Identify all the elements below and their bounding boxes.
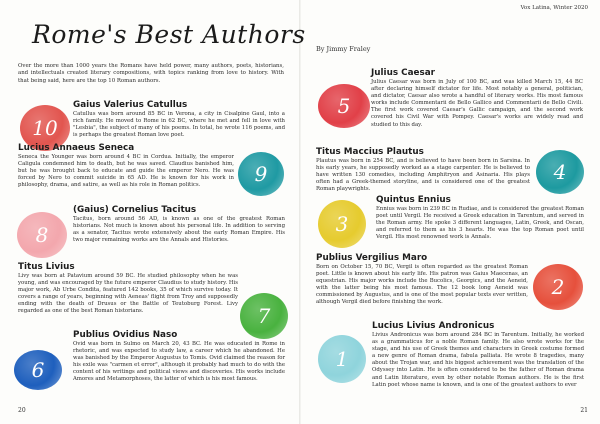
author-name: Quintus Ennius [376, 195, 451, 205]
rank-badge-4: 4 [536, 150, 584, 194]
author-bio: Born on October 15, 70 BC, Vergil is often regarded as the greatest Roman poet. Little is known about his early life. His patron was Gaius Maecenas, an equestrian. His major works include the Bucolics, Georgics, and the Aeneid, with the latter being his most famous. The 12 book long Aeneid was commissioned by Augustus, and is one of the most popular texts ever written, although Vergil died before finishing the work. [316, 264, 528, 306]
author-entry-caesar [371, 68, 583, 129]
rank-badge-5: 5 [318, 84, 370, 128]
page-number-right: 21 [580, 407, 588, 414]
author-bio: Julius Caesar was born in July of 100 BC, and was killed March 15, 44 BC after declaring himself dictator for life. Most notably a general, politician, and dictator, Caesar also wrote a handful of literary works. His most famous works include Commentarii de Bello Gallico and Commentarii de Bello Civili. The first work covered Caesar's Gallic campaign, and the second work covered his Civil War with Pompey. Caesar's works are widely read and studied to this day. [371, 79, 583, 128]
article-intro: Over the more than 1000 years the Romans have held power, many authors, poets, historians, and intellectuals created literary compositions, with topics ranking from love to history. With that being said, here are the top 10 Roman authors. [18, 63, 284, 84]
rank-badge-6: 6 [14, 350, 62, 390]
author-name: Titus Maccius Plautus [316, 147, 424, 157]
author-entry-plautus [316, 147, 530, 193]
author-name: Julius Caesar [371, 68, 435, 78]
author-entry-ovid [73, 330, 285, 384]
author-bio: Ennius was born in 239 BC in Rudiae, and is considered the greatest Roman poet until Vergil. He received a Greek education in Tarentum, and served in the Roman army. He spoke 3 different languages, Latin, Greek, and Oscan, and referred to them as his 3 hearts. He was the top Roman poet until Vergil. His most renowned work is Annals. [376, 206, 584, 241]
rank-badge-2: 2 [533, 264, 583, 310]
author-name: Publius Vergilius Maro [316, 253, 428, 263]
author-bio: Livius Andronicus was born around 284 BC in Tarentum. Initially, he worked as a grammaticus for a noble Roman family. He also wrote works for the stage, and his use of Greek themes and characters in Greek costume formed a new genre of Roman drama, fabula palliata. He wrote 8 tragedies, many about the Trojan war, and his biggest achievement was the translation of the Odyssey into Latin. He is often considered to be the father of Roman drama and Latin literature, even by other notable Roman authors. He is the first Latin poet whose name is known, and is one of the greatest authors to ever [372, 332, 584, 388]
page-gutter [299, 0, 301, 424]
rank-badge-10: 10 [20, 105, 70, 151]
rank-badge-8: 8 [17, 212, 67, 258]
author-bio: Livy was born at Patavium around 59 BC. He studied philosophy when he was young, and was encouraged by the future emperor Claudius to study history. His major work, Ab Urbe Condita, featured 142 books, 35 of which survive today. It covers a range of years, beginning with Aeneas' flight from Troy and supposedly ending with the death of Drusus or the Battle of Teutoburg Forest. Livy regarded as one of the best Roman historians. [18, 273, 238, 315]
rank-badge-3: 3 [318, 200, 366, 248]
author-name: Gaius Valerius Catullus [73, 100, 188, 110]
author-bio: Seneca the Younger was born around 4 BC in Cordua. Initially, the emperor Caligula condemned him to death, but he was saved. Claudius banished him, but he was brought back to educate and guide the emperor Nero. He was forced by Nero to commit suicide in 65 AD. He is known for his work in philosophy, drama, and satire, as well as his role in Roman politics. [18, 154, 234, 189]
masthead: Vox Latina, Winter 2020 [520, 5, 588, 11]
author-entry-andronicus [372, 321, 584, 389]
author-entry-tacitus [73, 205, 285, 244]
rank-badge-1: 1 [318, 335, 366, 383]
author-bio: Tacitus, born around 56 AD, is known as one of the greatest Roman historians. Not much is known about his personal life. In addition to serving as a senator, Tacitus wrote extensively about the early Roman Empire. His two major remaining works are the Annals and Histories. [73, 216, 285, 244]
author-bio: Plautus was born in 254 BC, and is believed to have been born in Sarsina. In his early years, he supposedly worked as a stage carpenter. He is believed to have written 130 comedies, including Amphitryon and Asinaria. His plays often had a Greek-themed storyline, and is considered one of the greatest Roman playwrights. [316, 158, 530, 193]
article-title: Rome's Best Authors [32, 20, 306, 49]
author-entry-vergil [316, 253, 528, 307]
rank-badge-9: 9 [238, 152, 284, 196]
author-entry-livy [18, 262, 238, 316]
author-entry-ennius [376, 195, 584, 241]
author-name: Lucius Livius Andronicus [372, 321, 495, 331]
page-number-left: 20 [18, 407, 26, 414]
author-bio: Ovid was born in Sulmo on March 20, 43 BC. He was educated in Rome in rhetoric, and was expected to study law, a career which he abandoned. He was banished by the Emperor Augustus to Tomis. Ovid claimed the reason for his exile was "carmen et error", although it probably had much to do with the content of his writings and political views and discoveries. His works include Amores and Metamorphoses, the latter of which is his most famous. [73, 341, 285, 383]
author-entry-seneca [18, 143, 234, 189]
author-name: Publius Ovidius Naso [73, 330, 178, 340]
byline: By Jimmy Fraley [316, 45, 371, 53]
author-bio: Catullus was born around 85 BC in Verona, a city in Cisalpine Gaul, into a rich family. He moved to Rome in 62 BC, where he met and fell in love with "Lesbia", the subject of many of his poems. In total, he wrote 116 poems, and is perhaps the greatest Roman love poet. [73, 111, 285, 139]
author-name: Lucius Annaeus Seneca [18, 143, 135, 153]
author-entry-catullus [73, 100, 285, 139]
author-name: Titus Livius [18, 262, 75, 272]
rank-badge-7: 7 [240, 293, 288, 339]
author-name: (Gaius) Cornelius Tacitus [73, 205, 197, 215]
